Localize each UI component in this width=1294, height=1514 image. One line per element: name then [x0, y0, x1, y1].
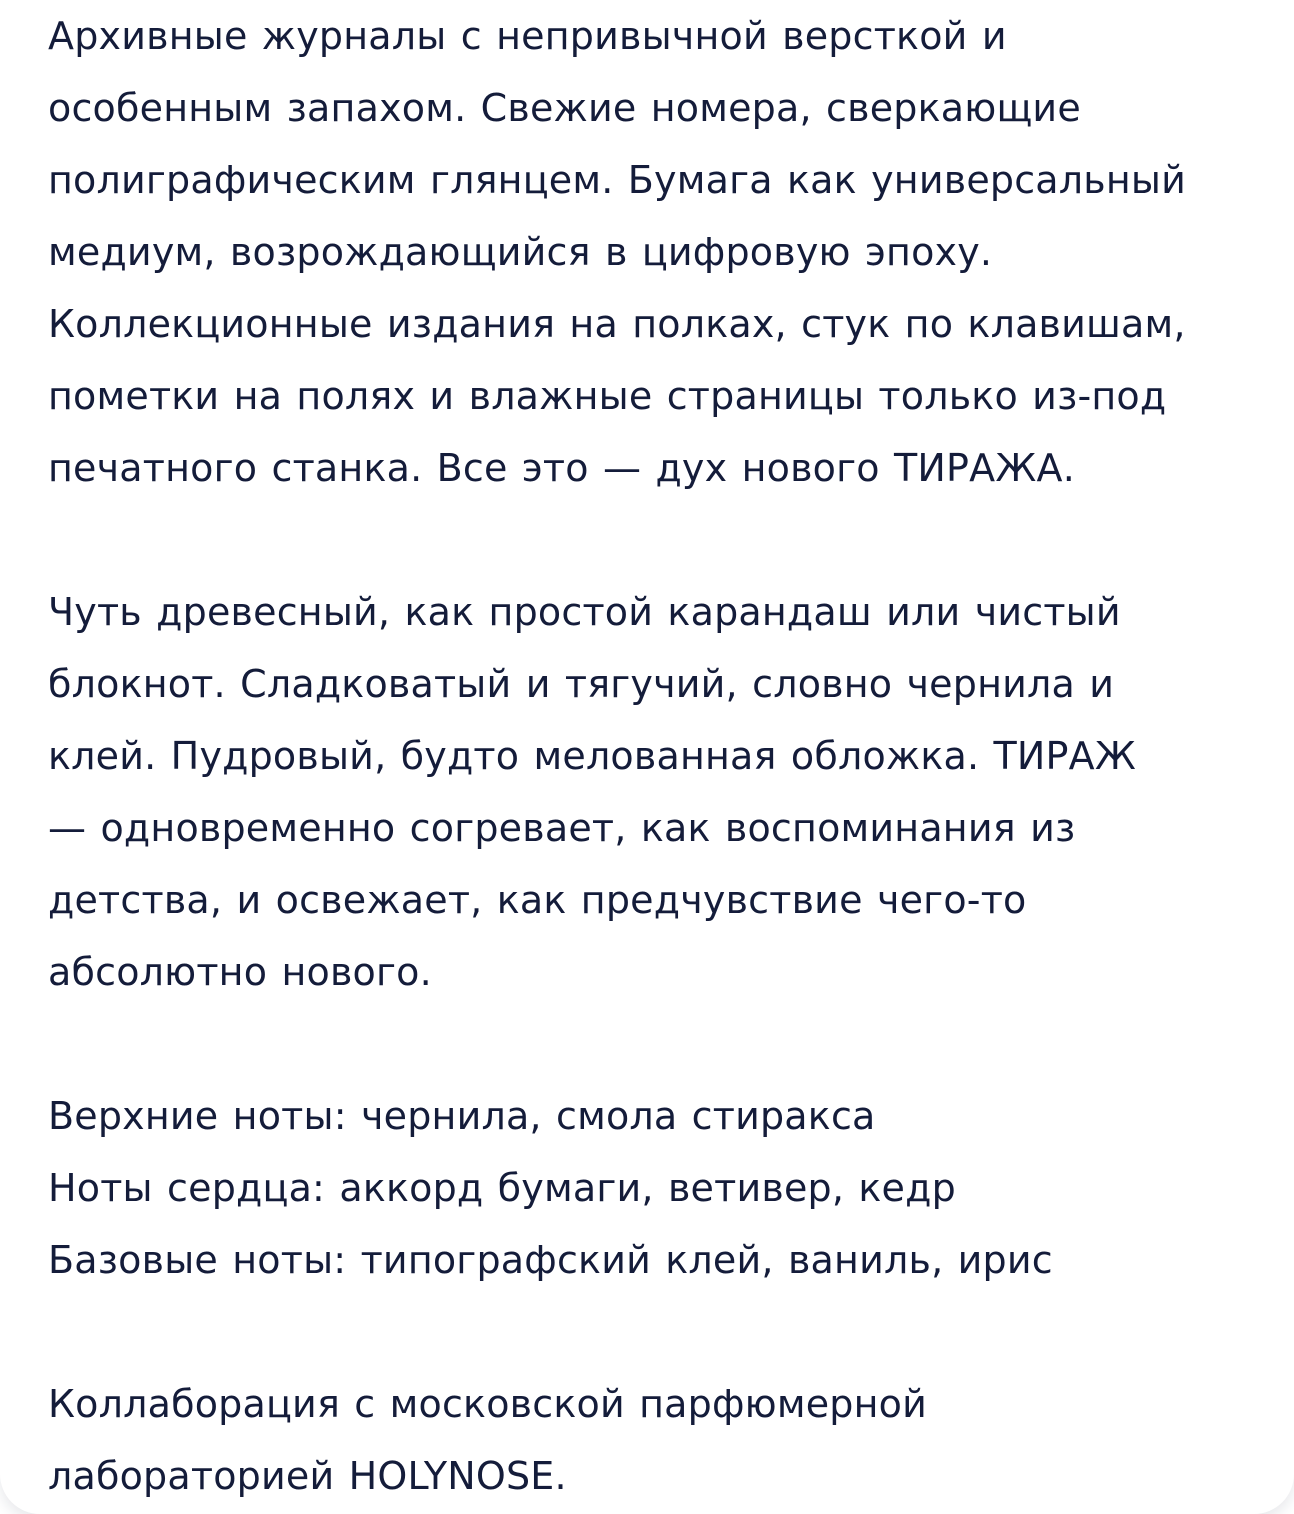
text-line: Архивные журналы с непривычной версткой и — [48, 14, 1007, 58]
fragrance-notes-list — [48, 1080, 1274, 1296]
top-notes: Верхние ноты: чернила, смола стиракса — [48, 1094, 876, 1138]
text-line: блокнот. Сладковатый и тягучий, словно чернила и — [48, 662, 1115, 706]
text-line: лабораторией HOLYNOSE. — [48, 1454, 567, 1498]
text-line: клей. Пудровый, будто мелованная обложка. ТИРАЖ — [48, 734, 1137, 778]
text-line: печатного станка. Все это — дух нового ТИРАЖА. — [48, 446, 1075, 490]
text-line: Коллаборация с московской парфюмерной — [48, 1382, 928, 1426]
text-line: Коллекционные издания на полках, стук по клавишам, — [48, 302, 1186, 346]
text-line: особенным запахом. Свежие номера, сверкающие — [48, 86, 1081, 130]
text-line: абсолютно нового. — [48, 950, 432, 994]
text-line: детства, и освежает, как предчувствие чего-то — [48, 878, 1027, 922]
text-line: — одновременно согревает, как воспоминания из — [48, 806, 1076, 850]
text-line: полиграфическим глянцем. Бумага как универсальный — [48, 158, 1187, 202]
base-notes: Базовые ноты: типографский клей, ваниль, ирис — [48, 1238, 1053, 1282]
text-line: медиум, возрождающийся в цифровую эпоху. — [48, 230, 993, 274]
text-line: пометки на полях и влажные страницы только из-под — [48, 374, 1167, 418]
description-paragraph-scent — [48, 576, 1274, 1008]
collaboration-note — [48, 1368, 1274, 1512]
heart-notes: Ноты сердца: аккорд бумаги, ветивер, кедр — [48, 1166, 956, 1210]
description-paragraph-intro — [48, 0, 1274, 504]
text-line: Чуть древесный, как простой карандаш или чистый — [48, 590, 1121, 634]
